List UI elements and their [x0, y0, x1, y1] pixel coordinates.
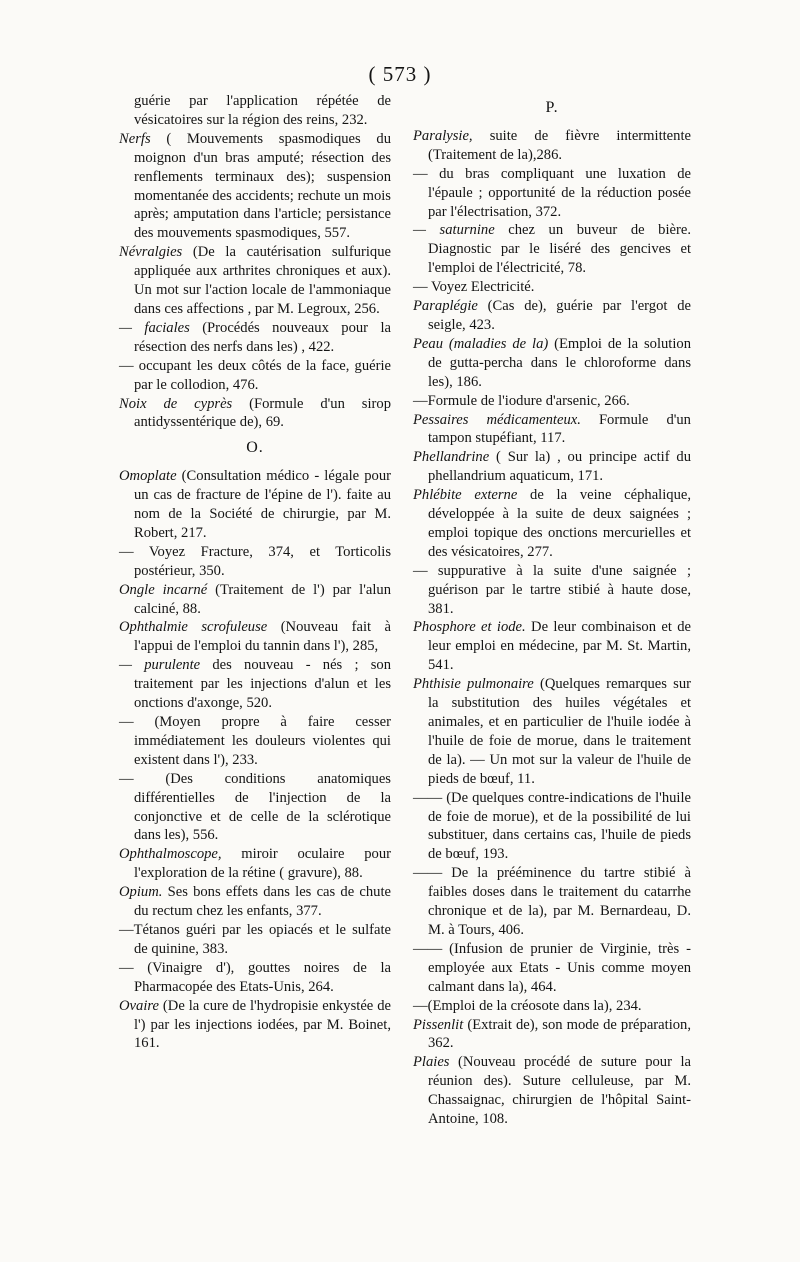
- index-entry: [119, 581, 391, 619]
- entry-text: —Formule de l'iodure d'arsenic, 266.: [413, 392, 630, 409]
- entry-text: guérie par l'application répétée de vésicatoires sur la région des reins, 232.: [134, 93, 391, 128]
- index-entry: [119, 92, 391, 130]
- index-entry: [119, 883, 391, 921]
- index-entry: [413, 486, 691, 562]
- entry-term: Phthisie pulmonaire: [413, 676, 534, 693]
- index-entry: [119, 921, 391, 959]
- entry-text: Ses bons effets dans les cas de chute du rectum chez les enfants, 377.: [134, 884, 391, 920]
- index-entry: [413, 411, 691, 449]
- index-entry: [413, 1016, 691, 1054]
- entry-text: des nouveau - nés ; son traitement par les injections d'alun et les onctions d'axonge, 520.: [134, 657, 391, 712]
- index-entry: [119, 656, 391, 713]
- index-entry: [413, 165, 691, 222]
- entry-text: miroir oculaire pour l'exploration de la rétine ( gravure), 88.: [134, 846, 391, 882]
- index-entry: [413, 789, 691, 865]
- section-letter: O.: [246, 439, 264, 457]
- entry-text: (Extrait de), son mode de préparation, 362.: [428, 1016, 691, 1052]
- section-letter: P.: [545, 99, 559, 116]
- index-entry: [413, 562, 691, 619]
- entry-text: — suppurative à la suite d'une saignée ; guérison par le tartre stibié à haute dose, 381.: [413, 562, 691, 617]
- entry-term: Noix de cyprès: [119, 395, 233, 412]
- entry-text: — occupant les deux côtés de la face, guérie par le collodion, 476.: [119, 357, 391, 393]
- entry-term: Omoplate: [119, 468, 177, 485]
- index-entry: [413, 940, 691, 997]
- entry-text: — (Des conditions anatomiques différentielles de l'injection de la conjonctive et de celle de la sclérotique dans les), 556.: [119, 770, 391, 844]
- entry-term: — purulente: [119, 657, 201, 674]
- index-entry: [119, 618, 391, 656]
- entry-term: — saturnine: [413, 222, 495, 239]
- entry-text: — (Vinaigre d'), gouttes noires de la Pharmacopée des Etats-Unis, 264.: [119, 959, 391, 995]
- entry-term: Paraplégie: [413, 298, 478, 315]
- entry-text: — Voyez Fracture, 374, et Torticolis postérieur, 350.: [119, 543, 391, 579]
- index-entry: [413, 675, 691, 788]
- index-column-left: [119, 92, 391, 1053]
- index-entry: [413, 448, 691, 486]
- entry-term: Phellandrine: [413, 449, 490, 466]
- entry-term: — faciales: [119, 319, 190, 336]
- entry-term: Ophthalmie scrofuleuse: [119, 619, 268, 636]
- index-entry: [413, 221, 691, 278]
- entry-term: Ongle incarné: [119, 581, 208, 598]
- index-entry: [413, 297, 691, 335]
- entry-text: — du bras compliquant une luxation de l'épaule ; opportunité de la réduction posée par l'électrisation, 372.: [413, 165, 691, 220]
- entry-text: chez un buveur de bière. Diagnostic par le liséré des gencives et l'emploi de l'électricité, 78.: [428, 222, 691, 277]
- entry-text: (Consultation médico - légale pour un cas de fracture de l'épine de l'). faite au nom de la Société de chirurgie, par M. Robert, 217.: [134, 468, 391, 541]
- index-entry: [119, 543, 391, 581]
- index-entry: [119, 357, 391, 395]
- index-entry: [119, 997, 391, 1054]
- entry-text: (De la cure de l'hydropisie enkystée de l') par les injections iodées, par M. Boinet, 161.: [134, 997, 391, 1052]
- entry-term: Ophthalmoscope,: [119, 846, 222, 863]
- index-entry: [119, 845, 391, 883]
- index-entry: [119, 130, 391, 243]
- entry-text: suite de fièvre intermittente (Traitement de la),286.: [428, 127, 691, 163]
- entry-term: Névralgies: [119, 244, 183, 261]
- index-entry: [119, 243, 391, 319]
- index-entry: [119, 467, 391, 543]
- entry-text: (Formule d'un sirop antidyssentérique de), 69.: [134, 395, 391, 431]
- index-column-right: [413, 92, 691, 1129]
- index-entry: [413, 392, 691, 411]
- entry-text: (Cas de), guérie par l'ergot de seigle, 423.: [428, 298, 691, 333]
- entry-term: Peau (maladies de la): [413, 335, 549, 352]
- entry-term: Plaies: [413, 1054, 450, 1071]
- entry-text: Formule d'un tampon stupéfiant, 117.: [428, 411, 691, 447]
- entry-text: (Traitement de l') par l'alun calciné, 88.: [134, 581, 391, 617]
- entry-text: (Nouveau procédé de suture pour la réunion des). Suture celluleuse, par M. Chassaignac, chirurgien de l'hôpital Saint-Antoine, 108.: [428, 1054, 691, 1128]
- entry-text: —— De la prééminence du tartre stibié à faibles doses dans le traitement du catarrhe chronique et de la), par M. Bernardeau, D. M. à Tours, 406.: [413, 865, 691, 938]
- entry-text: —(Emploi de la créosote dans la), 234.: [413, 997, 642, 1014]
- entry-term: Phlébite externe: [413, 487, 518, 504]
- entry-term: Phosphore et iode.: [413, 619, 526, 636]
- page-number: ( 573 ): [368, 62, 432, 86]
- index-entry: [413, 278, 691, 297]
- entry-term: Pessaires médicamenteux.: [413, 411, 581, 428]
- entry-text: (Procédés nouveaux pour la résection des nerfs dans les) , 422.: [134, 319, 391, 355]
- entry-text: — Voyez Electricité.: [413, 279, 535, 296]
- entry-term: Ovaire: [119, 997, 159, 1014]
- index-entry: [119, 713, 391, 770]
- entry-term: Pissenlit: [413, 1016, 464, 1033]
- index-entry: [119, 319, 391, 357]
- entry-text: De leur combinaison et de leur emploi en médecine, par M. St. Martin, 541.: [428, 619, 691, 674]
- index-entry: [413, 127, 691, 165]
- index-entry: [119, 959, 391, 997]
- index-entry: [119, 395, 391, 433]
- entry-term: Paralysie,: [413, 127, 473, 144]
- entry-term: Nerfs: [119, 130, 151, 147]
- index-entry: [413, 997, 691, 1016]
- entry-text: —Tétanos guéri par les opiacés et le sulfate de quinine, 383.: [119, 921, 391, 957]
- index-entry: [413, 1053, 691, 1129]
- entry-text: de la veine céphalique, développée à la suite de deux saignées ; emploi topique des onctions mercurielles et des vésicatoires, 277.: [428, 487, 692, 560]
- entry-text: (De la cautérisation sulfurique appliquée aux arthrites chroniques et aux). Un mot sur l'action locale de l'ammoniaque dans ces affections , par M. Legroux, 256.: [134, 244, 391, 317]
- index-entry: [413, 618, 691, 675]
- index-entry: [119, 770, 391, 846]
- entry-text: ( Mouvements spasmodiques du moignon d'un bras amputé; résection des renflements terminaux des); suspension momentanée des accidents; rechute un mois après; amputation dans l'article; persistance des mouvements spasmodiques, 557.: [134, 130, 391, 242]
- entry-text: —— (Infusion de prunier de Virginie, très - employée aux Etats - Unis comme moyen calmant dans la), 464.: [413, 940, 691, 995]
- entry-text: (Quelques remarques sur la substitution des huiles végétales et animales, et en particulier de l'huile iodée à l'huile de foie de morue, dans le traitement de la). — Un mot sur la valeur de l'huile de pieds de bœuf, 11.: [428, 676, 691, 787]
- entry-text: —— (De quelques contre-indications de l'huile de foie de morue), et de la possibilité de lui substituer, dans certains cas, l'huile de pieds de bœuf, 193.: [413, 789, 691, 863]
- entry-term: Opium.: [119, 884, 163, 901]
- entry-text: — (Moyen propre à faire cesser immédiatement les douleurs violentes qui existent dans l'), 233.: [119, 714, 391, 768]
- index-entry: [413, 335, 691, 392]
- entry-text: (Nouveau fait à l'appui de l'emploi du tannin dans l'), 285,: [134, 619, 391, 655]
- entry-text: ( Sur la) , ou principe actif du phellandrium aquaticum, 171.: [428, 449, 691, 485]
- index-entry: [413, 864, 691, 940]
- entry-text: (Emploi de la solution de gutta-percha dans le chloroforme dans les), 186.: [428, 335, 691, 390]
